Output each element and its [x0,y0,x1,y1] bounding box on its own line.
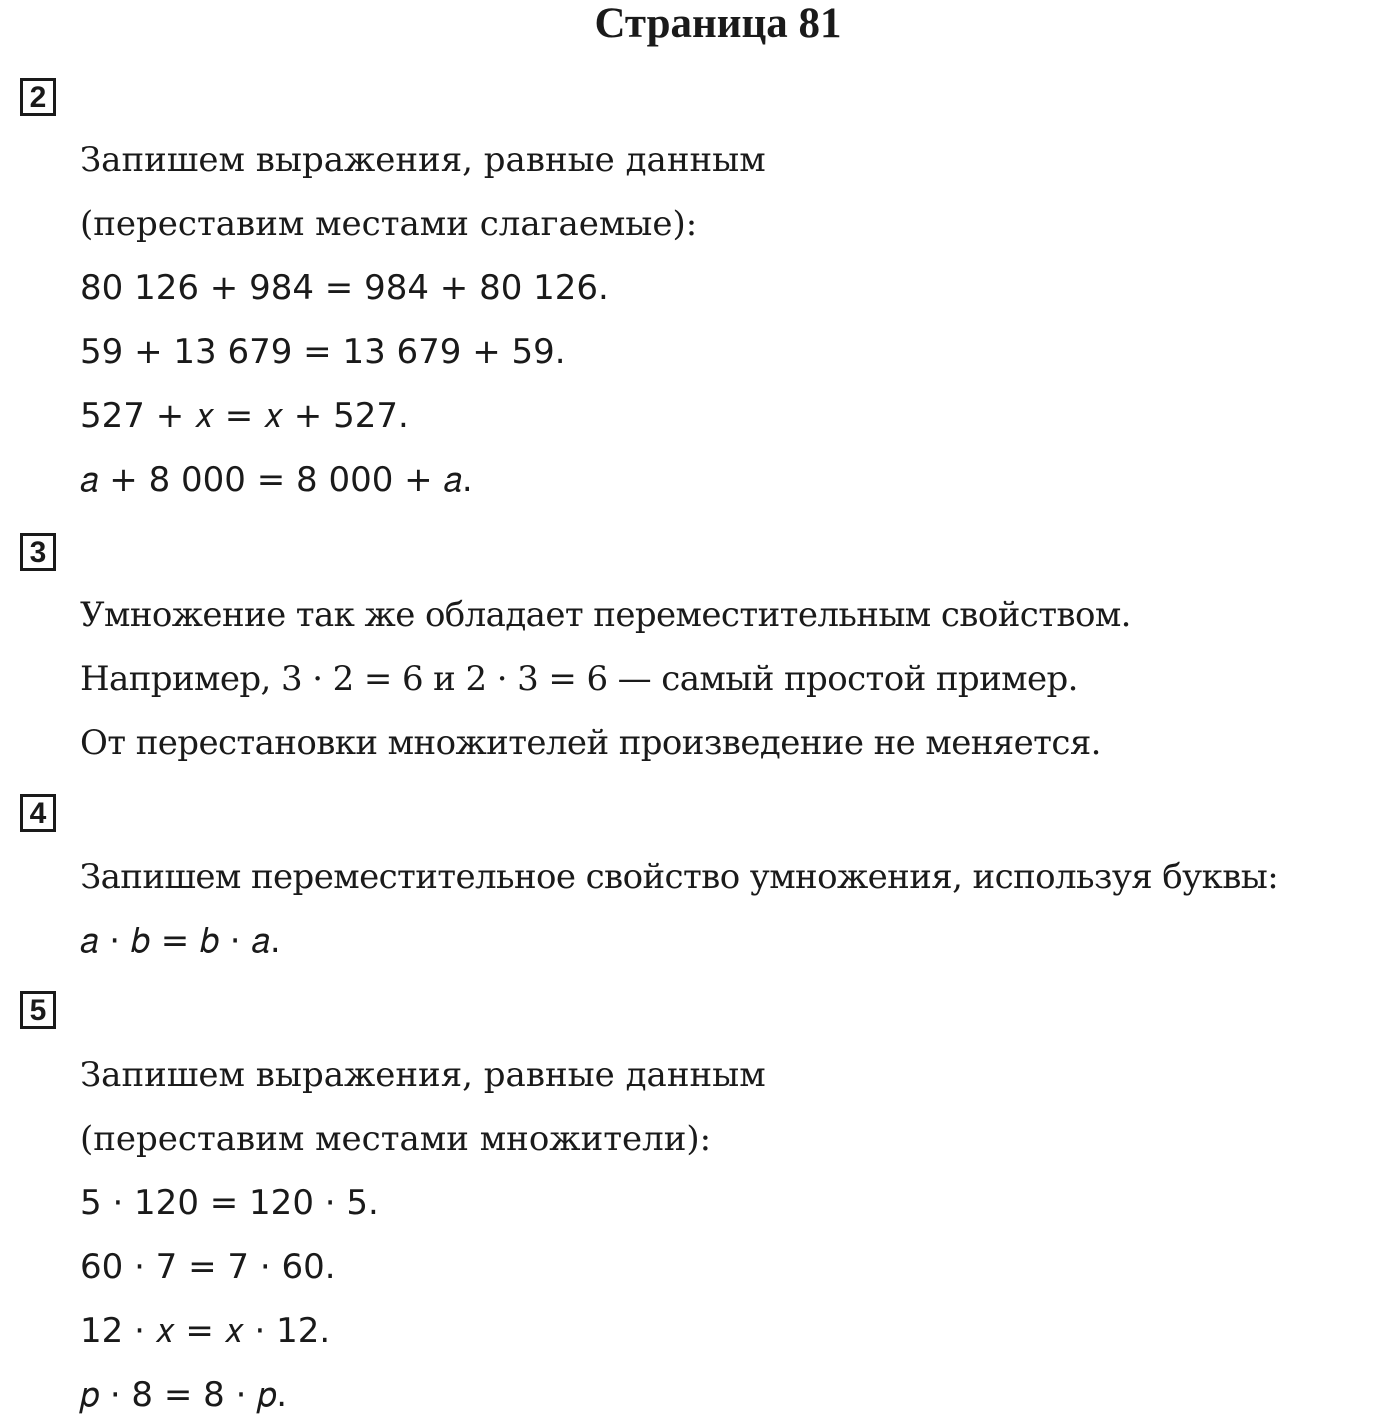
page-title: Страница 81 [594,0,842,47]
task-2-line-1: Запишем выражения, равные данным [80,140,766,180]
task-5-equation-4: 𝑝 · 8 = 8 · 𝑝. [80,1375,288,1415]
task-2-equation-1: 80 126 + 984 = 984 + 80 126. [80,268,609,308]
task-2-line-2: (переставим местами слагаемые): [80,204,698,244]
task-2-equation-3: 527 + 𝑥 = 𝑥 + 527. [80,396,409,436]
task-5-line-1: Запишем выражения, равные данным [80,1055,766,1095]
task-2-equation-2: 59 + 13 679 = 13 679 + 59. [80,332,566,372]
task-number-3: 3 [20,533,56,571]
task-4-line-1: Запишем переместительное свойство умножения, используя буквы: [80,857,1279,897]
task-5-equation-3: 12 · 𝑥 = 𝑥 · 12. [80,1311,331,1351]
task-2-equation-4: 𝑎 + 8 000 = 8 000 + 𝑎. [80,460,473,500]
task-4-equation: 𝑎 · 𝑏 = 𝑏 · 𝑎. [80,921,281,961]
task-3-line-1: Умножение так же обладает переместительным свойством. [80,595,1131,635]
task-3-line-2: Например, 3 · 2 = 6 и 2 · 3 = 6 — самый простой пример. [80,659,1078,699]
task-5-line-2: (переставим местами множители): [80,1119,712,1159]
task-3-line-3: От перестановки множителей произведение не меняется. [80,723,1101,763]
task-number-5: 5 [20,991,56,1029]
task-5-equation-1: 5 · 120 = 120 · 5. [80,1183,379,1223]
task-5-equation-2: 60 · 7 = 7 · 60. [80,1247,336,1287]
task-number-2: 2 [20,78,56,116]
task-number-4: 4 [20,794,56,832]
